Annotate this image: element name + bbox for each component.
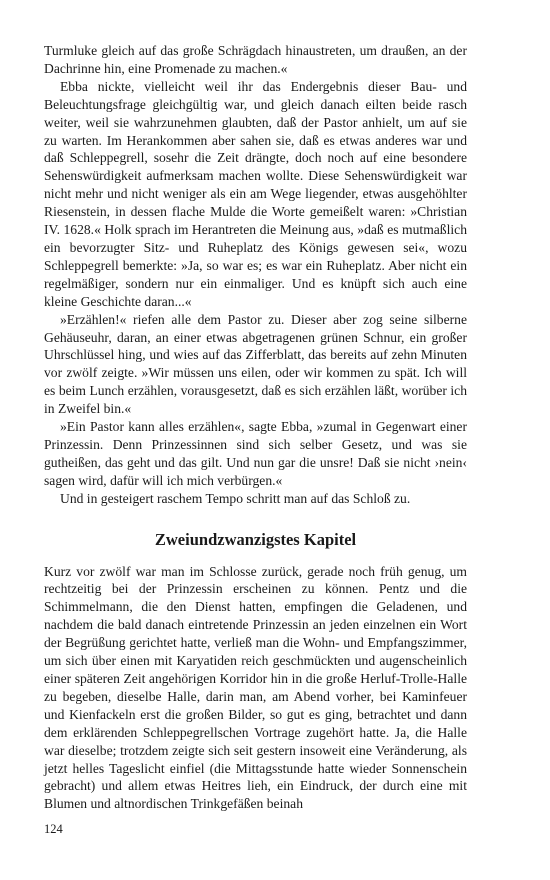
paragraph-3: »Erzählen!« riefen alle dem Pastor zu. Dieser aber zog seine silberne Gehäuseuhr, daran, an einer etwas abgetragenen grünen Schnur, ein großer Uhrschlüssel hing, und wies auf das Zifferblatt, das bereits auf zehn Minuten vor zwölf zeigte. »Wir müssen uns eilen, oder wir kommen zu spät. Ich will es beim Lunch erzählen, vorausgesetzt, daß es sich erzählen läßt, worüber ich in Zweifel bin.« [44, 311, 467, 417]
chapter-paragraph: Kurz vor zwölf war man im Schlosse zurück, gerade noch früh genug, um rechtzeitig bei der Prinzessin erscheinen zu können. Pentz und die Schimmelmann, die den Dienst hatten, empfingen die Geladenen, und nachdem die bald danach eintretende Prinzessin an jeden einzelnen ein Wort der Begrüßung gerichtet hatte, verließ man die Wohn- und Empfangszimmer, um sich über einen mit Karyatiden reich geschmückten und augenscheinlich einer späteren Zeit angehörigen Korridor hin in die große Herluf-Trolle-Halle zu begeben, dieselbe Halle, darin man, am Abend vorher, bei Kaminfeuer und Kienfackeln erst die großen Bilder, so gut es ging, betrachtet und dann dem erklärenden Schleppegrellschen Vortrage zugehört hatte. Ja, die Halle war dieselbe; trotzdem zeigte sich seit gestern insoweit eine Veränderung, als jetzt helles Tageslicht einfiel (die Mittagsstunde hatte wieder Sonnenschein gebracht) und allem etwas Heitres lieh, ein Eindruck, der durch eine mit Blumen und altnordischen Trinkgefäßen beinah [44, 563, 467, 812]
paragraph-5: Und in gesteigert raschem Tempo schritt man auf das Schloß zu. [60, 490, 411, 506]
paragraph-1: Turmluke gleich auf das große Schrägdach hinaustreten, um draußen, an der Dachrinne hin, eine Promenade zu machen.« [44, 43, 467, 76]
book-page [44, 42, 467, 813]
chapter-title: Zweiundzwanzigstes Kapitel [154, 529, 357, 549]
paragraph-4: »Ein Pastor kann alles erzählen«, sagte Ebba, »zumal in Gegenwart einer Prinzessin. Denn Prinzessinnen sind sich selber Gesetz, und was sie gutheißen, das geht und das gilt. Und nun gar die unsre! Daß sie nicht ›nein‹ sagen wird, dafür will ich mich verbürgen.« [44, 419, 467, 488]
paragraph-2: Ebba nickte, vielleicht weil ihr das Endergebnis dieser Bau- und Beleuchtungsfrage gleichgültig war, und gleich danach eilten beide rasch weiter, weil sie wahrzunehmen glaubten, daß der Pastor anhielt, um auf sie zu warten. Im Herankommen aber sahen sie, daß es etwas anderes war und daß Schleppegrell, sosehr die Zeit drängte, doch noch auf eine besondere Sehenswürdigkeit aufmerksam machen wollte. Diese Sehenswürdigkeit war nicht mehr und nicht weniger als ein am Wege liegender, etwas ausgehöhlter Riesenstein, in dessen flache Mulde die Worte gemeißelt waren: »Christian IV. 1628.« Holk sprach im Herantreten die Meinung aus, »daß es mutmaßlich ein bevorzugter Sitz- und Ruheplatz des Königs gewesen sei«, wozu Schleppegrell bemerkte: »Ja, so war es; es war ein Ruheplatz. Aber nicht ein regelmäßiger, sondern nur ein einmaliger. Und es knüpft sich auch eine kleine Geschichte daran...« [44, 78, 467, 309]
page-number: 124 [44, 822, 63, 836]
